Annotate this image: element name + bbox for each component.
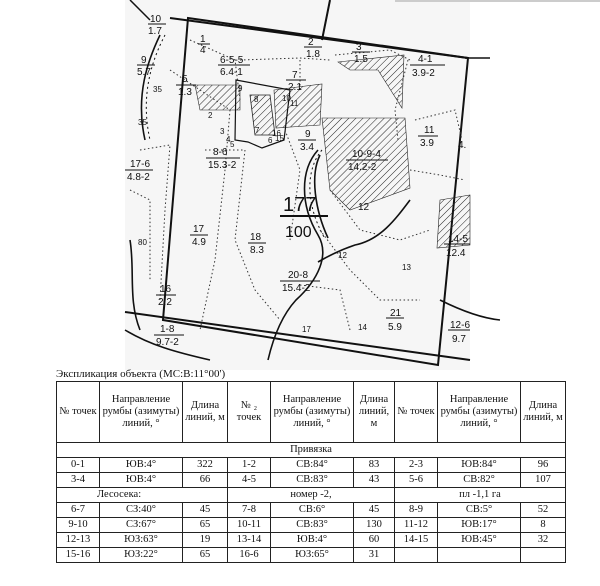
table-cell: ЮВ:84° (438, 458, 521, 473)
plot-val: 4. (458, 140, 467, 151)
table-cell: ЮВ:45° (438, 533, 521, 548)
plot-num: 12-6 (450, 320, 471, 331)
point-number: 13 (402, 263, 411, 272)
point-number: 8 (254, 95, 259, 104)
plot-val: 3.4 (300, 142, 314, 153)
table-cell: 19 (183, 533, 228, 548)
point-number: 9 (238, 84, 243, 93)
point-number: 4 (226, 135, 231, 144)
plot-val: 4.9 (192, 237, 206, 248)
table-cell: 16-6 (228, 548, 271, 563)
plot-num: 17-6 (130, 159, 151, 170)
table-cell: 13-14 (228, 533, 271, 548)
table-cell: 10-11 (228, 518, 271, 533)
point-number: 3 (220, 127, 225, 136)
plot-val: 4.8-2 (127, 172, 150, 183)
section-area: пл -1,1 га (395, 488, 566, 503)
point-number: 17 (302, 325, 311, 334)
plot-num: 11 (424, 125, 435, 136)
section-label: Лесосека: (57, 488, 228, 503)
point-number: 12 (338, 251, 347, 260)
point-number: 5 (230, 140, 235, 149)
table-cell: 5-6 (395, 473, 438, 488)
col-direction: Направление румбы (азимуты) линий, ° (271, 382, 354, 443)
col-length: Длина линий, м (183, 382, 228, 443)
table-cell: 45 (183, 503, 228, 518)
table-row (57, 503, 566, 518)
plot-num: 4-1 (418, 54, 433, 65)
table-cell: СВ:82° (438, 473, 521, 488)
table-cell: 12-13 (57, 533, 100, 548)
plot-num: 5 (182, 74, 188, 85)
table-row (57, 533, 566, 548)
plot-val: 3.9 (420, 138, 434, 149)
table-cell: 66 (183, 473, 228, 488)
table-cell: СВ:83° (271, 473, 354, 488)
col-point: № точек (57, 382, 100, 443)
table-cell: 8 (521, 518, 566, 533)
col-direction: Направление румбы (азимуты) линий, ° (438, 382, 521, 443)
plot-num: 1 (200, 34, 206, 45)
point-number: 11 (290, 99, 299, 108)
table-cell: 45 (354, 503, 395, 518)
table-row (57, 473, 566, 488)
block-area: 100 (285, 224, 312, 241)
table-row (57, 548, 566, 563)
plot-val: 15.3-2 (208, 160, 237, 171)
plot-val: 1.8 (306, 49, 320, 60)
table-cell: 7-8 (228, 503, 271, 518)
table-cell: СВ:5° (438, 503, 521, 518)
table-cell (395, 548, 438, 563)
table-cell: 4-5 (228, 473, 271, 488)
plot-val: 9.7 (452, 334, 466, 345)
point-number: 80 (138, 238, 147, 247)
plot-num: 16 (160, 284, 172, 295)
point-number: 15 (275, 134, 284, 143)
point-number: 6 (268, 136, 273, 145)
table-cell: СВ:6° (271, 503, 354, 518)
plot-num: 17 (193, 224, 205, 235)
plot-num: 10 (150, 14, 162, 25)
table-cell: 31 (354, 548, 395, 563)
point-number: 10 (282, 94, 291, 103)
table-cell: 52 (521, 503, 566, 518)
table-cell: СВ:84° (271, 458, 354, 473)
section-number: номер -2, (228, 488, 395, 503)
col-length: Длина линий, м (354, 382, 395, 443)
table-cell: 0-1 (57, 458, 100, 473)
plot-val: 6.4-1 (220, 67, 243, 78)
table-cell: 8-9 (395, 503, 438, 518)
plot-num: 2 (308, 37, 314, 48)
table-cell: 83 (354, 458, 395, 473)
section-header-row (57, 488, 566, 503)
point-number: 14 (358, 323, 367, 332)
plot-num: 12 (358, 202, 370, 213)
plot-val: 9.7-2 (156, 337, 179, 348)
table-cell (438, 548, 521, 563)
plot-val: 5.9 (388, 322, 402, 333)
col-point: № точек (395, 382, 438, 443)
table-row (57, 518, 566, 533)
plot-val: 2.2 (158, 297, 172, 308)
table-cell: 14-15 (395, 533, 438, 548)
plot-val: 2.1 (288, 82, 302, 93)
table-row (57, 458, 566, 473)
col-point: № ₂ точек (228, 382, 271, 443)
table-cell: 130 (354, 518, 395, 533)
plot-val: 1.5 (354, 54, 368, 65)
plot-val: 1.7 (148, 26, 162, 37)
table-cell: 96 (521, 458, 566, 473)
point-number: 2 (208, 111, 213, 120)
table-cell: ЮЗ:63° (100, 533, 183, 548)
table-cell: СВ:83° (271, 518, 354, 533)
plot-num: 10-9-4 (352, 149, 381, 160)
table-cell: ЮВ:4° (100, 473, 183, 488)
table-cell: ЮЗ:65° (271, 548, 354, 563)
point-number: 7 (255, 126, 260, 135)
table-cell: 322 (183, 458, 228, 473)
point-number: 35 (138, 118, 147, 127)
table-cell (521, 548, 566, 563)
col-length: Длина линий, м (521, 382, 566, 443)
plot-val: 1.3 (178, 87, 192, 98)
plot-num: 18 (250, 232, 262, 243)
plot-val: 4 (200, 45, 206, 56)
table-cell: ЮВ:4° (271, 533, 354, 548)
table-cell: 9-10 (57, 518, 100, 533)
plot-num: 21 (390, 308, 402, 319)
table-cell: 1-2 (228, 458, 271, 473)
table-cell: 65 (183, 548, 228, 563)
table-cell: 6-7 (57, 503, 100, 518)
col-direction: Направление румбы (азимуты) линий, ° (100, 382, 183, 443)
plot-num: 1-8 (160, 324, 175, 335)
table-cell: СЗ:67° (100, 518, 183, 533)
block-num: 177 (283, 194, 317, 216)
table-cell: 15-16 (57, 548, 100, 563)
table-cell: 11-12 (395, 518, 438, 533)
plot-val: 8.3 (250, 245, 264, 256)
point-number: 16 (272, 129, 281, 138)
plot-val: 5.7 (137, 67, 151, 78)
explication-title: Экспликация объекта (МС:В:11°00') (56, 368, 226, 380)
section-header: Привязка (57, 443, 566, 458)
plot-val: 12.4 (446, 248, 466, 259)
table-cell: СЗ:40° (100, 503, 183, 518)
point-number: 35 (153, 85, 162, 94)
table-cell: ЮВ:4° (100, 458, 183, 473)
table-cell: 2-3 (395, 458, 438, 473)
plot-num: 14-5 (448, 234, 469, 245)
table-cell: ЮВ:17° (438, 518, 521, 533)
plot-num: 6-5-5 (220, 55, 244, 66)
table-cell: 32 (521, 533, 566, 548)
table-cell: 3-4 (57, 473, 100, 488)
table-cell: 107 (521, 473, 566, 488)
plot-num: 9 (305, 129, 311, 140)
table-cell: 43 (354, 473, 395, 488)
plot-val: 3.9-2 (412, 68, 435, 79)
table-cell: 65 (183, 518, 228, 533)
plot-num: 9 (141, 55, 147, 66)
plot-num: 8-6 (213, 147, 228, 158)
plot-val: 15.4-2 (282, 283, 311, 294)
plot-val: 14.2-2 (348, 162, 377, 173)
table-cell: 60 (354, 533, 395, 548)
plot-num: 3 (356, 42, 362, 53)
table-cell: ЮЗ:22° (100, 548, 183, 563)
explication-table (56, 381, 566, 563)
plot-num: 20-8 (288, 270, 309, 281)
plot-num: 7 (292, 70, 298, 81)
